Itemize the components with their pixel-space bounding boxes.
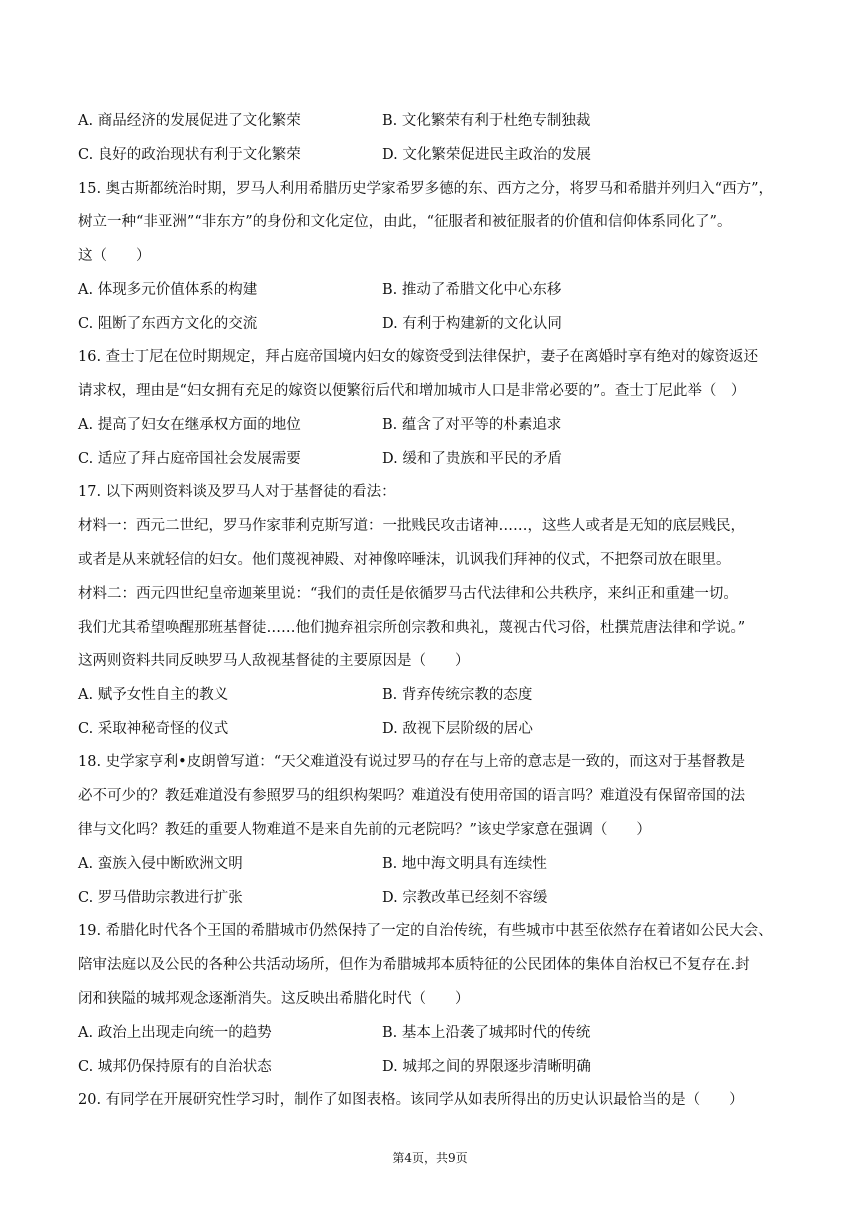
- q19-option-a: A. 政治上出现走向统一的趋势: [78, 1025, 272, 1041]
- q18-stem-line-3: 律与文化吗？教廷的重要人物难道不是来自先前的元老院吗？”该史学家意在强调（ ）: [78, 822, 651, 838]
- q17-stem-line-4: 材料二：西元四世纪皇帝迦莱里说：“我们的责任是依循罗马古代法律和公共秩序，来纠正和重建一切。: [78, 586, 738, 602]
- q15-stem-line-2: 树立一种“非亚洲”“非东方”的身份和文化定位，由此，“征服者和被征服者的价值和信仰体系同化了”。: [78, 214, 732, 230]
- q16-option-a: A. 提高了妇女在继承权方面的地位: [78, 417, 301, 433]
- q18-option-a: A. 蛮族入侵中断欧洲文明: [78, 856, 243, 872]
- q19-option-b: B. 基本上沿袭了城邦时代的传统: [382, 1025, 591, 1041]
- q15-stem-line-1: 15. 奥古斯都统治时期，罗马人利用希腊历史学家希罗多德的东、西方之分，将罗马和希腊并列归入“西方”，: [78, 181, 773, 197]
- q15-option-a: A. 体现多元价值体系的构建: [78, 282, 258, 298]
- q16-option-b: B. 蕴含了对平等的朴素追求: [382, 417, 562, 433]
- q18-stem-line-1: 18. 史学家亨利•皮朗曾写道：“天父难道没有说过罗马的存在与上帝的意志是一致的，而这对于基督教是: [78, 754, 746, 770]
- q14-option-d: D. 文化繁荣促进民主政治的发展: [382, 147, 591, 163]
- q16-option-c: C. 适应了拜占庭帝国社会发展需要: [78, 451, 301, 467]
- q17-option-c: C. 采取神秘奇怪的仪式: [78, 721, 229, 737]
- q15-option-b: B. 推动了希腊文化中心东移: [382, 282, 562, 298]
- q17-stem-line-6: 这两则资料共同反映罗马人敌视基督徒的主要原因是（ ）: [78, 653, 470, 669]
- q18-option-c: C. 罗马借助宗教进行扩张: [78, 890, 243, 906]
- q14-option-a: A. 商品经济的发展促进了文化繁荣: [78, 113, 301, 129]
- q16-stem-line-2: 请求权，理由是“妇女拥有充足的嫁资以便繁衍后代和增加城市人口是非常必要的”。查士丁尼此举（ ）: [78, 383, 746, 399]
- q15-option-d: D. 有利于构建新的文化认同: [382, 316, 562, 332]
- q20-stem-line-1: 20. 有同学在开展研究性学习时，制作了如图表格。该同学从如表所得出的历史认识最恰当的是（ ）: [78, 1092, 744, 1108]
- q15-stem-line-3: 这（ ）: [78, 248, 151, 264]
- q18-option-b: B. 地中海文明具有连续性: [382, 856, 547, 872]
- q17-option-d: D. 敌视下层阶级的居心: [382, 721, 533, 737]
- q15-option-c: C. 阻断了东西方文化的交流: [78, 316, 258, 332]
- q16-stem-line-1: 16. 查士丁尼在位时期规定，拜占庭帝国境内妇女的嫁资受到法律保护，妻子在离婚时享有绝对的嫁资返还: [78, 349, 759, 365]
- q14-option-c: C. 良好的政治现状有利于文化繁荣: [78, 147, 301, 163]
- q19-option-d: D. 城邦之间的界限逐步清晰明确: [382, 1059, 591, 1075]
- q17-stem-line-2: 材料一：西元二世纪，罗马作家菲利克斯写道：一批贱民攻击诸神……，这些人或者是无知的底层贱民，: [78, 518, 745, 534]
- q19-stem-line-1: 19. 希腊化时代各个王国的希腊城市仍然保持了一定的自治传统，有些城市中甚至依然存在着诸如公民大会、: [78, 923, 773, 939]
- q17-stem-line-3: 或者是从来就轻信的妇女。他们蔑视神殿、对神像啐唾沫，讥讽我们拜神的仪式，不把祭司放在眼里。: [78, 552, 731, 568]
- q17-stem-line-1: 17. 以下两则资料谈及罗马人对于基督徒的看法：: [78, 484, 396, 500]
- page-footer: 第4页，共9页: [392, 1151, 468, 1165]
- q19-stem-line-2: 陪审法庭以及公民的各种公共活动场所，但作为希腊城邦本质特征的公民团体的集体自治权已不复存在.封: [78, 957, 750, 973]
- q17-option-a: A. 赋予女性自主的教义: [78, 687, 229, 703]
- q19-stem-line-3: 闭和狭隘的城邦观念逐渐消失。这反映出希腊化时代（ ）: [78, 991, 470, 1007]
- q19-option-c: C. 城邦仍保持原有的自治状态: [78, 1059, 272, 1075]
- q16-option-d: D. 缓和了贵族和平民的矛盾: [382, 451, 562, 467]
- q18-option-d: D. 宗教改革已经刻不容缓: [382, 890, 548, 906]
- q18-stem-line-2: 必不可少的？教廷难道没有参照罗马的组织构架吗？难道没有使用帝国的语言吗？难道没有保留帝国的法: [78, 788, 745, 804]
- q17-stem-line-5: 我们尤其希望唤醒那班基督徒……他们抛弃祖宗所创宗教和典礼，蔑视古代习俗，杜撰荒唐法律和学说。”: [78, 620, 746, 636]
- q14-option-b: B. 文化繁荣有利于杜绝专制独裁: [382, 113, 591, 129]
- q17-option-b: B. 背弃传统宗教的态度: [382, 687, 533, 703]
